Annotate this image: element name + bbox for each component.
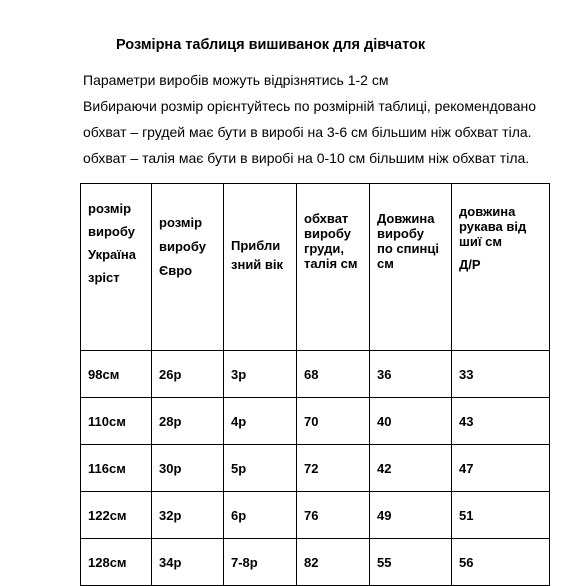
table-cell: 47 (452, 445, 550, 492)
table-cell: 7-8р (224, 539, 297, 586)
table-cell: 5р (224, 445, 297, 492)
table-cell: 82 (297, 539, 370, 586)
note-paragraph-3: обхват – грудей має бути в виробі на 3-6 см більшим ніж обхват тіла. (83, 124, 532, 140)
table-cell: 36 (370, 351, 452, 398)
table-cell: 72 (297, 445, 370, 492)
header-text: обхват (304, 211, 349, 226)
header-text: Прибли (231, 238, 281, 253)
table-row (81, 398, 550, 445)
table-cell: 4р (224, 398, 297, 445)
header-text: Євро (159, 263, 193, 278)
header-text: Україна (88, 247, 137, 262)
table-cell: 55 (370, 539, 452, 586)
table-row (81, 492, 550, 539)
table-header-row (81, 184, 550, 351)
table-row (81, 539, 550, 586)
table-cell: 26р (152, 351, 224, 398)
table-cell: 49 (370, 492, 452, 539)
header-text: виробу (377, 226, 424, 241)
table-cell: 116см (81, 445, 152, 492)
page-title: Розмірна таблиця вишиванок для дівчаток (116, 37, 426, 53)
table-cell: 98см (81, 351, 152, 398)
header-text: виробу (88, 224, 135, 239)
table-cell: 76 (297, 492, 370, 539)
header-text: рукава від (459, 219, 527, 234)
note-paragraph-4: обхват – талія має бути в виробі на 0-10 см більшим ніж обхват тіла. (83, 150, 530, 166)
table-row (81, 351, 550, 398)
header-text: виробу (159, 239, 206, 254)
header-text: груди, (304, 241, 344, 256)
header-size-euro (152, 184, 224, 351)
header-text: Д/Р (459, 257, 481, 272)
header-text: розмір (88, 201, 132, 216)
note-paragraph-1: Параметри виробів можуть відрізнятись 1-2 см (83, 72, 389, 88)
table-cell: 6р (224, 492, 297, 539)
header-text: зріст (88, 270, 120, 285)
header-text: шиї см (459, 234, 502, 249)
table-cell: 43 (452, 398, 550, 445)
header-text: розмір (159, 215, 203, 230)
header-text: см (377, 256, 394, 271)
size-table (80, 183, 550, 586)
header-text: довжина (459, 204, 516, 219)
header-approx-age (224, 184, 297, 351)
header-sleeve-length (452, 184, 550, 351)
header-text: виробу (304, 226, 351, 241)
header-text: талія см (304, 256, 358, 271)
header-text: по спинці (377, 241, 439, 256)
table-cell: 51 (452, 492, 550, 539)
table-cell: 28р (152, 398, 224, 445)
table-cell: 122см (81, 492, 152, 539)
table-row (81, 445, 550, 492)
header-text: Довжина (377, 211, 435, 226)
header-chest-waist (297, 184, 370, 351)
table-cell: 128см (81, 539, 152, 586)
table-cell: 32р (152, 492, 224, 539)
table-cell: 30р (152, 445, 224, 492)
table-cell: 110см (81, 398, 152, 445)
table-cell: 42 (370, 445, 452, 492)
table-cell: 34р (152, 539, 224, 586)
table-cell: 3р (224, 351, 297, 398)
header-size-ukraine (81, 184, 152, 351)
table-cell: 33 (452, 351, 550, 398)
header-text: зний вік (231, 257, 284, 272)
table-cell: 70 (297, 398, 370, 445)
table-cell: 68 (297, 351, 370, 398)
header-back-length (370, 184, 452, 351)
table-cell: 40 (370, 398, 452, 445)
note-paragraph-2: Вибираючи розмір орієнтуйтесь по розмірній таблиці, рекомендовано (83, 98, 536, 114)
table-cell: 56 (452, 539, 550, 586)
